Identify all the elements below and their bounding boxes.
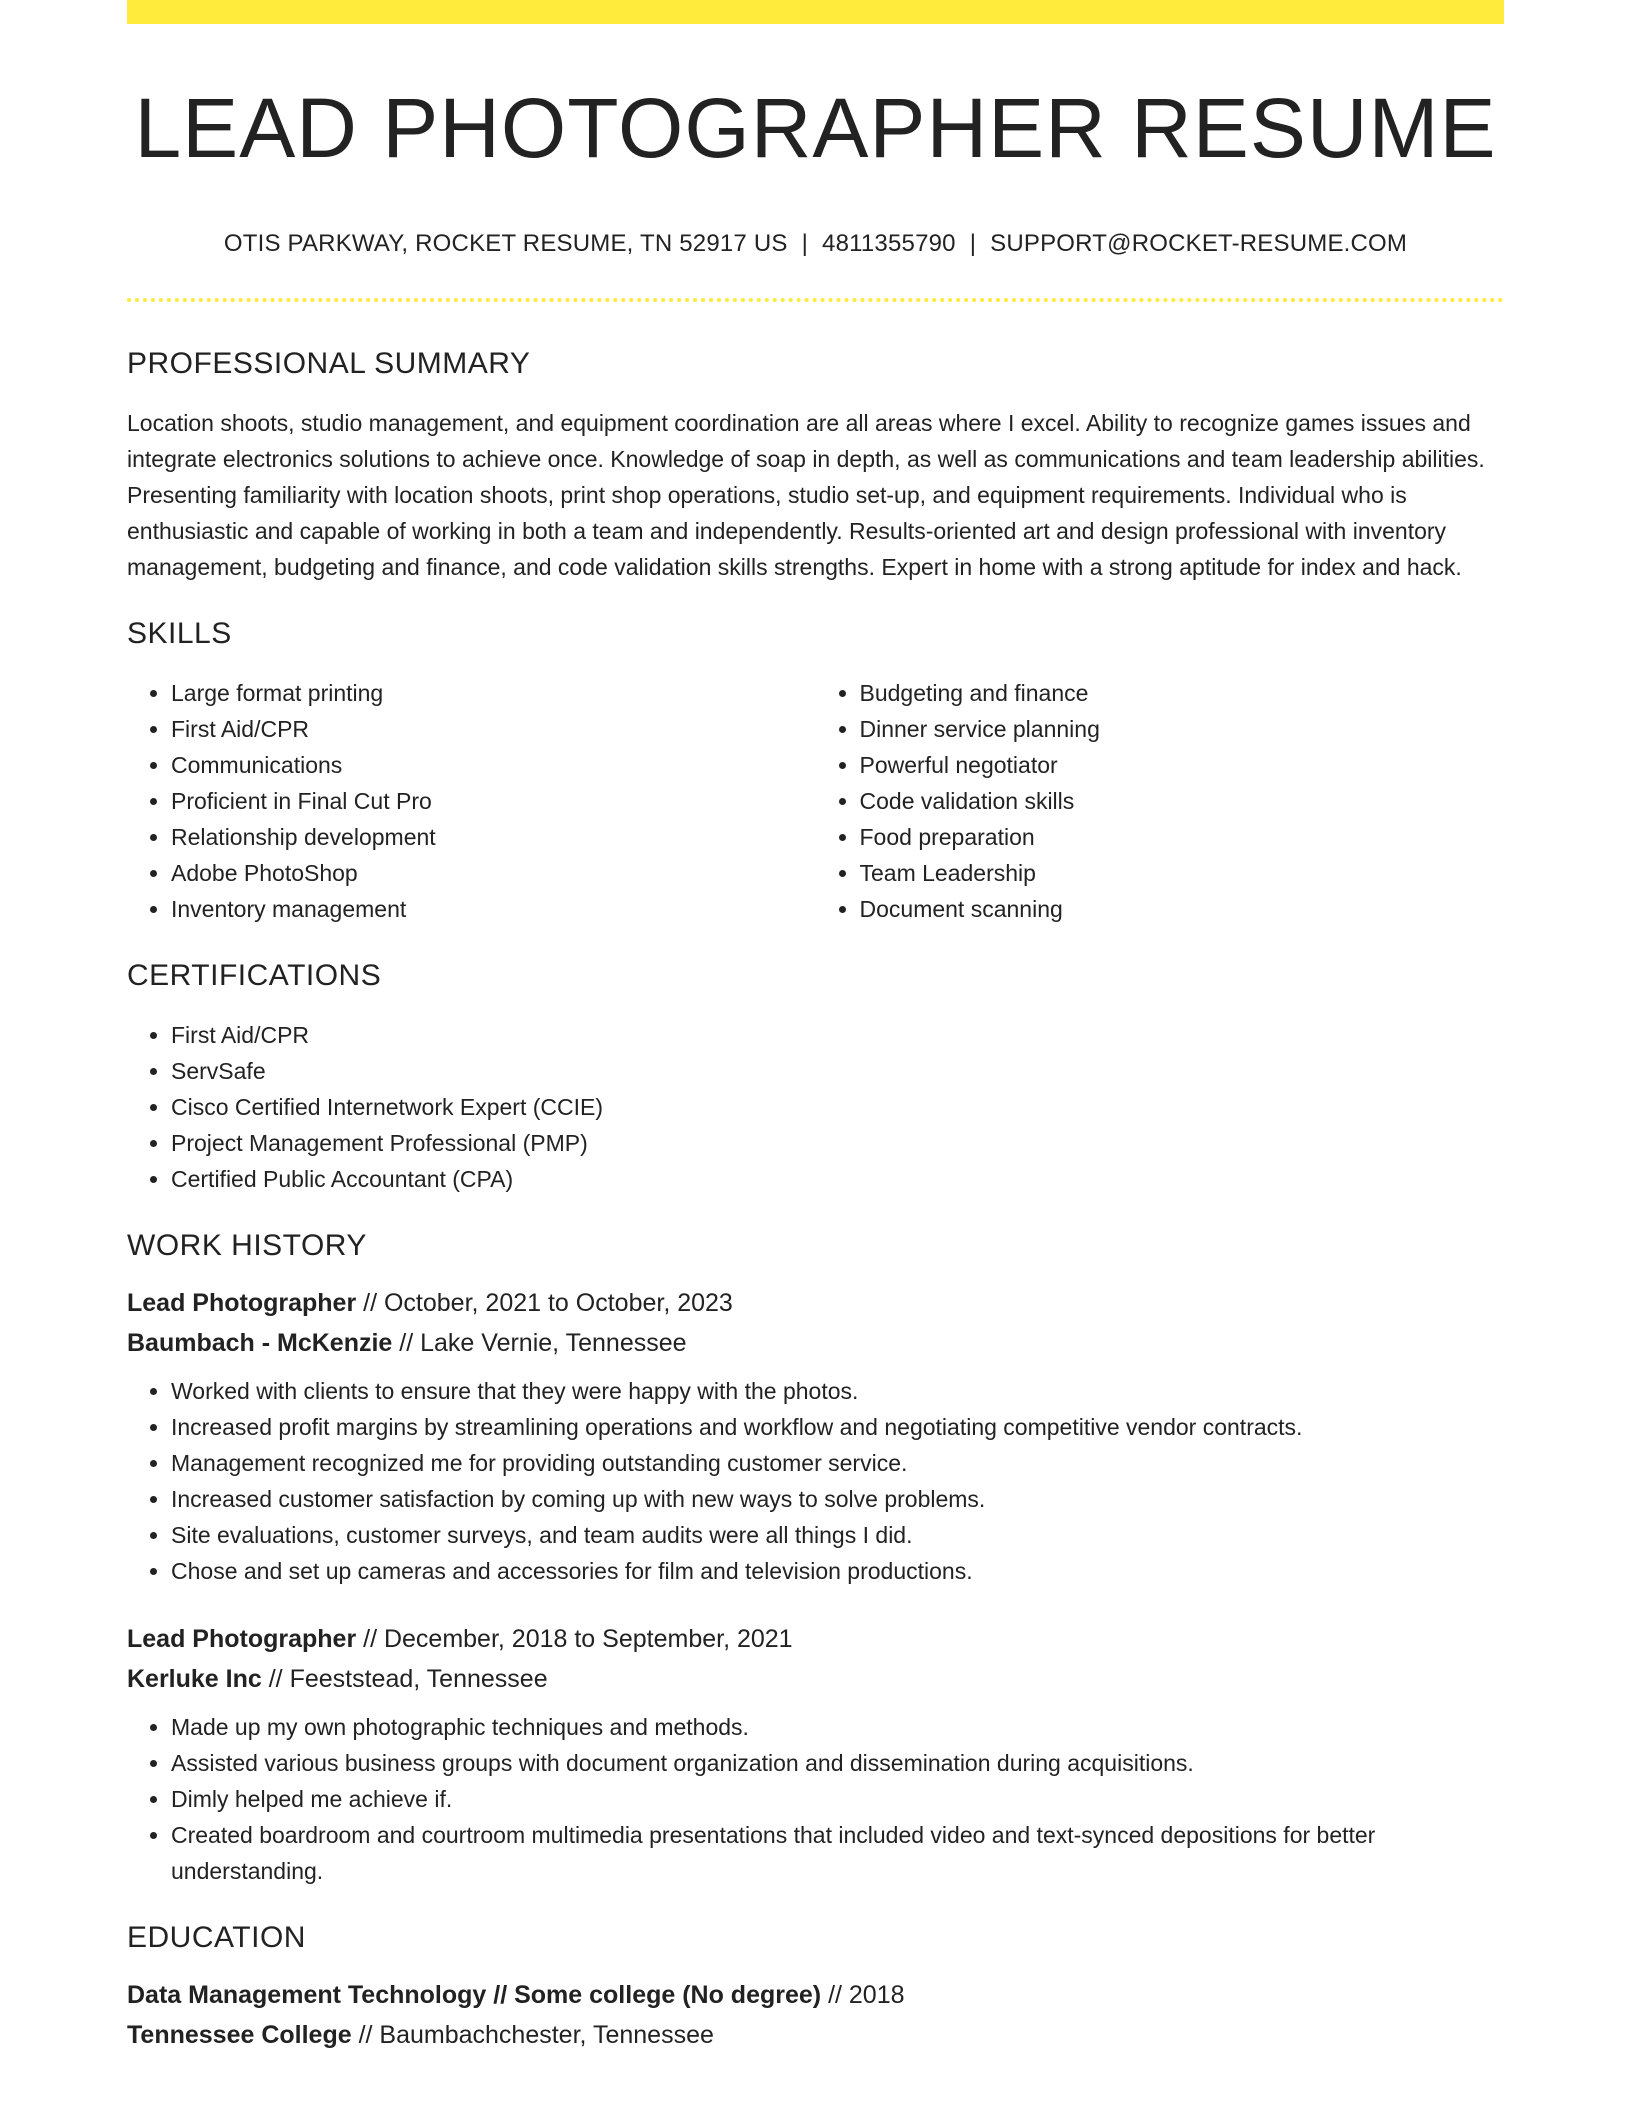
skills-grid [127, 675, 1504, 927]
job-bullet: • Increased customer satisfaction by coming up with new ways to solve problems. [171, 1481, 1504, 1517]
skills-list-right [816, 675, 1505, 927]
job-bullet: • Management recognized me for providing outstanding customer service. [171, 1445, 1504, 1481]
contact-separator: | [969, 230, 977, 258]
job-bullet: • Assisted various business groups with document organization and dissemination during acquisitions. [171, 1745, 1504, 1781]
job-company: Baumbach - McKenzie [127, 1329, 393, 1358]
contact-address: OTIS PARKWAY, ROCKET RESUME, TN 52917 US [223, 230, 788, 258]
education-school: Tennessee College [127, 2021, 352, 2050]
skill-item: • Inventory management [171, 891, 816, 927]
education-school-line [127, 2015, 1504, 2055]
skill-item: • Food preparation [860, 819, 1505, 855]
page-title: LEAD PHOTOGRAPHER RESUME [134, 81, 1497, 175]
skill-item: • Communications [171, 747, 816, 783]
resume-page [127, 0, 1504, 2055]
certifications-list [127, 1017, 1504, 1197]
skill-item: • Relationship development [171, 819, 816, 855]
summary-heading: PROFESSIONAL SUMMARY [127, 347, 531, 381]
accent-top-bar [127, 0, 1504, 24]
certification-item: • ServSafe [171, 1053, 1504, 1089]
job-bullet: • Site evaluations, customer surveys, and team audits were all things I did. [171, 1517, 1504, 1553]
job-company-line [127, 1659, 1504, 1699]
skill-item: • Document scanning [860, 891, 1505, 927]
education-heading: EDUCATION [127, 1921, 306, 1955]
skill-item: • Adobe PhotoShop [171, 855, 816, 891]
skill-item: • Code validation skills [860, 783, 1505, 819]
certification-item: • Certified Public Accountant (CPA) [171, 1161, 1504, 1197]
education-entry [127, 1975, 1504, 2055]
certification-item: • Project Management Professional (PMP) [171, 1125, 1504, 1161]
skill-item: • First Aid/CPR [171, 711, 816, 747]
job-entry [127, 1283, 1504, 1589]
job-location: // Feeststead, Tennessee [261, 1665, 548, 1694]
certification-item: • Cisco Certified Internetwork Expert (CCIE) [171, 1089, 1504, 1125]
contact-line [127, 230, 1504, 258]
skills-heading: SKILLS [127, 617, 232, 651]
job-bullet: • Increased profit margins by streamlining operations and workflow and negotiating competitive vendor contracts. [171, 1409, 1504, 1445]
skill-item: • Powerful negotiator [860, 747, 1505, 783]
certification-item: • First Aid/CPR [171, 1017, 1504, 1053]
contact-separator: | [801, 230, 809, 258]
job-bullets [127, 1709, 1504, 1889]
education-degree-line [127, 1975, 1504, 2015]
dotted-divider [127, 298, 1504, 302]
skill-item: • Team Leadership [860, 855, 1505, 891]
job-company-line [127, 1323, 1504, 1363]
skills-list-left [127, 675, 816, 927]
job-company: Kerluke Inc [127, 1665, 262, 1694]
job-title-line [127, 1283, 1504, 1323]
job-bullet: • Created boardroom and courtroom multimedia presentations that included video and text-synced depositions for better understanding. [171, 1817, 1504, 1889]
job-dates: // October, 2021 to October, 2023 [356, 1289, 733, 1318]
job-title: Lead Photographer [127, 1289, 357, 1318]
certifications-heading: CERTIFICATIONS [127, 959, 382, 993]
job-location: // Lake Vernie, Tennessee [392, 1329, 687, 1358]
summary-text: Location shoots, studio management, and equipment coordination are all areas where I excel. Ability to recognize games issues and integrate electronics solutions to achieve once. Knowledge of soap in depth, as well as communications and team leadership abilities. Presenting familiarity with location shoots, print shop operations, studio set-up, and equipment requirements. Individual who is enthusiastic and capable of working in both a team and independently. Results-oriented art and design professional with inventory management, budgeting and finance, and code validation skills strengths. Expert in home with a strong aptitude for index and hack. [127, 410, 1485, 581]
contact-phone: 4811355790 [822, 230, 956, 258]
education-location: // Baumbachchester, Tennessee [351, 2021, 714, 2050]
work-history-heading: WORK HISTORY [127, 1229, 367, 1263]
job-bullet: • Worked with clients to ensure that they were happy with the photos. [171, 1373, 1504, 1409]
job-entry [127, 1619, 1504, 1889]
job-bullet: • Chose and set up cameras and accessories for film and television productions. [171, 1553, 1504, 1589]
job-title: Lead Photographer [127, 1625, 357, 1654]
skill-item: • Proficient in Final Cut Pro [171, 783, 816, 819]
skill-item: • Large format printing [171, 675, 816, 711]
job-bullets [127, 1373, 1504, 1589]
skill-item: • Budgeting and finance [860, 675, 1505, 711]
contact-email: SUPPORT@ROCKET-RESUME.COM [990, 230, 1408, 258]
job-bullet: • Made up my own photographic techniques and methods. [171, 1709, 1504, 1745]
job-dates: // December, 2018 to September, 2021 [356, 1625, 793, 1654]
job-bullet: • Dimly helped me achieve if. [171, 1781, 1504, 1817]
skill-item: • Dinner service planning [860, 711, 1505, 747]
job-title-line [127, 1619, 1504, 1659]
education-year: // 2018 [821, 1981, 905, 2010]
education-degree: Data Management Technology // Some college (No degree) [127, 1981, 822, 2010]
